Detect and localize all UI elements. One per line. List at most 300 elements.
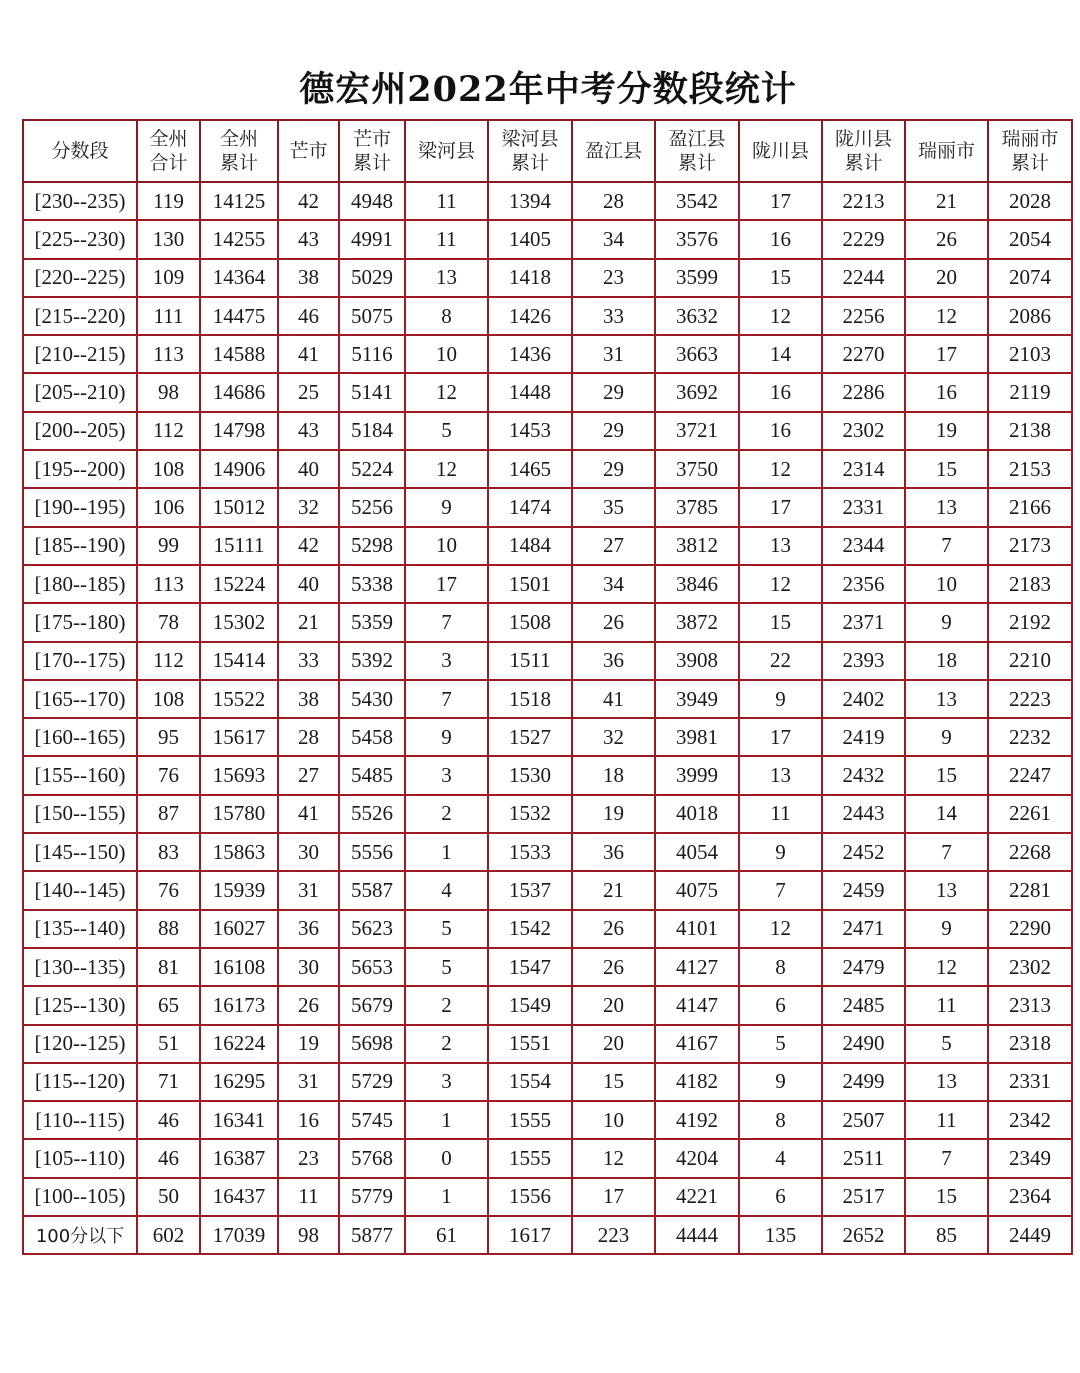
count-cell: 4991 (339, 220, 405, 258)
score-range-cell: [155--160) (23, 756, 137, 794)
count-cell: 5224 (339, 450, 405, 488)
score-range-cell: [160--165) (23, 718, 137, 756)
count-cell: 15 (739, 603, 822, 641)
count-cell: 18 (572, 756, 655, 794)
count-cell: 19 (905, 412, 988, 450)
count-cell: 26 (905, 220, 988, 258)
score-range-cell: [120--125) (23, 1025, 137, 1063)
count-cell: 3846 (655, 565, 739, 603)
count-cell: 13 (905, 488, 988, 526)
count-cell: 1484 (488, 527, 572, 565)
count-cell: 5 (405, 948, 488, 986)
count-cell: 2213 (822, 182, 905, 220)
count-cell: 7 (905, 527, 988, 565)
count-cell: 106 (137, 488, 200, 526)
count-cell: 2652 (822, 1216, 905, 1254)
count-cell: 3663 (655, 335, 739, 373)
count-cell: 29 (572, 373, 655, 411)
count-cell: 2331 (822, 488, 905, 526)
table-row (23, 527, 1072, 565)
count-cell: 5526 (339, 795, 405, 833)
score-range-cell: 100分以下 (23, 1216, 137, 1254)
count-cell: 1533 (488, 833, 572, 871)
header-label-line1: 分数段 (51, 140, 109, 162)
count-cell: 1555 (488, 1101, 572, 1139)
count-cell: 2344 (822, 527, 905, 565)
count-cell: 33 (572, 297, 655, 335)
count-cell: 9 (739, 680, 822, 718)
count-cell: 5 (405, 910, 488, 948)
count-cell: 2286 (822, 373, 905, 411)
count-cell: 3785 (655, 488, 739, 526)
count-cell: 2490 (822, 1025, 905, 1063)
count-cell: 26 (572, 910, 655, 948)
table-row (23, 565, 1072, 603)
table-row (23, 718, 1072, 756)
count-cell: 16 (739, 220, 822, 258)
count-cell: 2318 (988, 1025, 1072, 1063)
count-cell: 4101 (655, 910, 739, 948)
count-cell: 19 (278, 1025, 339, 1063)
count-cell: 17 (905, 335, 988, 373)
count-cell: 8 (739, 948, 822, 986)
count-cell: 2371 (822, 603, 905, 641)
count-cell: 3542 (655, 182, 739, 220)
count-cell: 7 (905, 833, 988, 871)
score-range-cell: [145--150) (23, 833, 137, 871)
count-cell: 42 (278, 527, 339, 565)
count-cell: 16173 (200, 986, 278, 1024)
count-cell: 21 (572, 871, 655, 909)
count-cell: 20 (572, 986, 655, 1024)
count-cell: 5298 (339, 527, 405, 565)
header-mangshi (278, 120, 339, 182)
score-range-cell: [125--130) (23, 986, 137, 1024)
count-cell: 13 (405, 259, 488, 297)
count-cell: 40 (278, 450, 339, 488)
count-cell: 50 (137, 1178, 200, 1216)
count-cell: 16224 (200, 1025, 278, 1063)
count-cell: 1542 (488, 910, 572, 948)
header-label-line2: 累计 (219, 152, 258, 174)
count-cell: 78 (137, 603, 200, 641)
header-row (23, 120, 1072, 182)
table-row (23, 297, 1072, 335)
count-cell: 46 (278, 297, 339, 335)
count-cell: 40 (278, 565, 339, 603)
table-row (23, 795, 1072, 833)
score-range-cell: [225--230) (23, 220, 137, 258)
table-row (23, 910, 1072, 948)
count-cell: 1 (405, 1101, 488, 1139)
count-cell: 33 (278, 642, 339, 680)
count-cell: 26 (572, 603, 655, 641)
count-cell: 5 (905, 1025, 988, 1063)
count-cell: 2402 (822, 680, 905, 718)
table-row (23, 488, 1072, 526)
count-cell: 5877 (339, 1216, 405, 1254)
table-row (23, 1139, 1072, 1177)
count-cell: 1453 (488, 412, 572, 450)
score-range-cell: [170--175) (23, 642, 137, 680)
count-cell: 16 (739, 412, 822, 450)
count-cell: 46 (137, 1139, 200, 1177)
count-cell: 8 (405, 297, 488, 335)
count-cell: 9 (905, 910, 988, 948)
count-cell: 38 (278, 259, 339, 297)
count-cell: 7 (405, 680, 488, 718)
count-cell: 4948 (339, 182, 405, 220)
count-cell: 13 (905, 871, 988, 909)
score-range-cell: [140--145) (23, 871, 137, 909)
score-range-cell: [215--220) (23, 297, 137, 335)
header-label-line1: 梁河县 (417, 140, 475, 162)
count-cell: 5768 (339, 1139, 405, 1177)
count-cell: 3 (405, 642, 488, 680)
table-row (23, 680, 1072, 718)
count-cell: 5729 (339, 1063, 405, 1101)
count-cell: 5256 (339, 488, 405, 526)
table-row (23, 412, 1072, 450)
count-cell: 1448 (488, 373, 572, 411)
count-cell: 2507 (822, 1101, 905, 1139)
count-cell: 1501 (488, 565, 572, 603)
count-cell: 17 (405, 565, 488, 603)
header-label-line1: 梁河县 (501, 128, 559, 150)
header-label-line1: 全州 (219, 128, 258, 150)
count-cell: 119 (137, 182, 200, 220)
count-cell: 2356 (822, 565, 905, 603)
count-cell: 43 (278, 412, 339, 450)
count-cell: 1617 (488, 1216, 572, 1254)
count-cell: 16027 (200, 910, 278, 948)
score-range-cell: [135--140) (23, 910, 137, 948)
count-cell: 5698 (339, 1025, 405, 1063)
score-range-cell: [115--120) (23, 1063, 137, 1101)
count-cell: 2485 (822, 986, 905, 1024)
table-row (23, 220, 1072, 258)
count-cell: 2517 (822, 1178, 905, 1216)
count-cell: 14255 (200, 220, 278, 258)
count-cell: 36 (572, 833, 655, 871)
count-cell: 13 (905, 680, 988, 718)
count-cell: 1394 (488, 182, 572, 220)
count-cell: 15863 (200, 833, 278, 871)
score-range-cell: [100--105) (23, 1178, 137, 1216)
header-label-line2: 合计 (149, 152, 188, 174)
count-cell: 16387 (200, 1139, 278, 1177)
count-cell: 88 (137, 910, 200, 948)
score-range-cell: [190--195) (23, 488, 137, 526)
count-cell: 98 (137, 373, 200, 411)
count-cell: 1547 (488, 948, 572, 986)
score-range-cell: [185--190) (23, 527, 137, 565)
count-cell: 71 (137, 1063, 200, 1101)
count-cell: 12 (739, 910, 822, 948)
count-cell: 10 (405, 335, 488, 373)
header-label-line2: 累计 (844, 152, 883, 174)
count-cell: 2229 (822, 220, 905, 258)
score-range-cell: [110--115) (23, 1101, 137, 1139)
header-label-line1: 陇川县 (751, 140, 809, 162)
count-cell: 15012 (200, 488, 278, 526)
count-cell: 16295 (200, 1063, 278, 1101)
count-cell: 30 (278, 948, 339, 986)
count-cell: 28 (278, 718, 339, 756)
count-cell: 1508 (488, 603, 572, 641)
count-cell: 17 (572, 1178, 655, 1216)
count-cell: 76 (137, 871, 200, 909)
table-row (23, 756, 1072, 794)
count-cell: 2054 (988, 220, 1072, 258)
count-cell: 3750 (655, 450, 739, 488)
count-cell: 27 (572, 527, 655, 565)
table-row (23, 986, 1072, 1024)
score-range-cell: [180--185) (23, 565, 137, 603)
header-lianghe-cumulative (488, 120, 572, 182)
count-cell: 1 (405, 1178, 488, 1216)
count-cell: 2 (405, 986, 488, 1024)
count-cell: 2281 (988, 871, 1072, 909)
count-cell: 112 (137, 642, 200, 680)
header-label-line1: 芒市 (352, 128, 391, 150)
count-cell: 32 (572, 718, 655, 756)
header-lianghe (405, 120, 488, 182)
table-row (23, 1063, 1072, 1101)
count-cell: 2268 (988, 833, 1072, 871)
count-cell: 108 (137, 680, 200, 718)
count-cell: 5075 (339, 297, 405, 335)
header-label-line2: 累计 (677, 152, 716, 174)
count-cell: 12 (905, 948, 988, 986)
count-cell: 99 (137, 527, 200, 565)
table-body (23, 182, 1072, 1254)
count-cell: 23 (572, 259, 655, 297)
count-cell: 5392 (339, 642, 405, 680)
count-cell: 76 (137, 756, 200, 794)
count-cell: 5029 (339, 259, 405, 297)
count-cell: 5485 (339, 756, 405, 794)
count-cell: 3 (405, 1063, 488, 1101)
count-cell: 65 (137, 986, 200, 1024)
count-cell: 17 (739, 182, 822, 220)
count-cell: 29 (572, 450, 655, 488)
count-cell: 2086 (988, 297, 1072, 335)
header-yingjiang-cumulative (655, 120, 739, 182)
count-cell: 1532 (488, 795, 572, 833)
count-cell: 2210 (988, 642, 1072, 680)
count-cell: 5458 (339, 718, 405, 756)
count-cell: 16 (278, 1101, 339, 1139)
count-cell: 23 (278, 1139, 339, 1177)
count-cell: 1 (405, 833, 488, 871)
count-cell: 20 (905, 259, 988, 297)
count-cell: 2314 (822, 450, 905, 488)
count-cell: 3999 (655, 756, 739, 794)
count-cell: 14906 (200, 450, 278, 488)
header-score-range (23, 120, 137, 182)
count-cell: 10 (405, 527, 488, 565)
count-cell: 4075 (655, 871, 739, 909)
count-cell: 2 (405, 1025, 488, 1063)
count-cell: 16108 (200, 948, 278, 986)
count-cell: 16437 (200, 1178, 278, 1216)
count-cell: 2432 (822, 756, 905, 794)
count-cell: 4018 (655, 795, 739, 833)
count-cell: 3721 (655, 412, 739, 450)
count-cell: 2138 (988, 412, 1072, 450)
count-cell: 51 (137, 1025, 200, 1063)
count-cell: 2302 (822, 412, 905, 450)
score-range-cell: [130--135) (23, 948, 137, 986)
count-cell: 1530 (488, 756, 572, 794)
count-cell: 1418 (488, 259, 572, 297)
count-cell: 16341 (200, 1101, 278, 1139)
count-cell: 35 (572, 488, 655, 526)
count-cell: 11 (405, 220, 488, 258)
count-cell: 14798 (200, 412, 278, 450)
count-cell: 4 (739, 1139, 822, 1177)
count-cell: 46 (137, 1101, 200, 1139)
count-cell: 15414 (200, 642, 278, 680)
count-cell: 2364 (988, 1178, 1072, 1216)
header-label-line1: 芒市 (289, 140, 328, 162)
table-row (23, 1216, 1072, 1254)
table-row (23, 373, 1072, 411)
count-cell: 7 (405, 603, 488, 641)
count-cell: 5359 (339, 603, 405, 641)
table-row (23, 1025, 1072, 1063)
count-cell: 17 (739, 488, 822, 526)
header-label-line1: 瑞丽市 (917, 140, 975, 162)
count-cell: 9 (739, 1063, 822, 1101)
count-cell: 3908 (655, 642, 739, 680)
count-cell: 27 (278, 756, 339, 794)
count-cell: 2192 (988, 603, 1072, 641)
count-cell: 3812 (655, 527, 739, 565)
count-cell: 22 (739, 642, 822, 680)
header-label-line1: 盈江县 (584, 140, 642, 162)
score-range-cell: [165--170) (23, 680, 137, 718)
count-cell: 3981 (655, 718, 739, 756)
header-mangshi-cumulative (339, 120, 405, 182)
count-cell: 5 (739, 1025, 822, 1063)
count-cell: 2153 (988, 450, 1072, 488)
header-longchuan-cumulative (822, 120, 905, 182)
count-cell: 2183 (988, 565, 1072, 603)
count-cell: 15522 (200, 680, 278, 718)
count-cell: 1537 (488, 871, 572, 909)
count-cell: 15111 (200, 527, 278, 565)
count-cell: 8 (739, 1101, 822, 1139)
count-cell: 85 (905, 1216, 988, 1254)
count-cell: 9 (905, 718, 988, 756)
count-cell: 98 (278, 1216, 339, 1254)
count-cell: 21 (278, 603, 339, 641)
page-title: 德宏州2022年中考分数段统计 (299, 69, 797, 110)
count-cell: 108 (137, 450, 200, 488)
count-cell: 15 (905, 1178, 988, 1216)
count-cell: 16 (739, 373, 822, 411)
count-cell: 15 (905, 450, 988, 488)
count-cell: 15 (572, 1063, 655, 1101)
score-range-cell: [175--180) (23, 603, 137, 641)
count-cell: 4221 (655, 1178, 739, 1216)
header-yingjiang (572, 120, 655, 182)
header-label-line2: 累计 (510, 152, 549, 174)
count-cell: 5587 (339, 871, 405, 909)
count-cell: 13 (905, 1063, 988, 1101)
count-cell: 130 (137, 220, 200, 258)
count-cell: 38 (278, 680, 339, 718)
count-cell: 2302 (988, 948, 1072, 986)
count-cell: 4 (405, 871, 488, 909)
table-row (23, 1101, 1072, 1139)
count-cell: 111 (137, 297, 200, 335)
table-row (23, 1178, 1072, 1216)
header-label-line1: 瑞丽市 (1001, 128, 1059, 150)
header-label-line2: 累计 (352, 152, 391, 174)
header-longchuan (739, 120, 822, 182)
count-cell: 2074 (988, 259, 1072, 297)
count-cell: 2459 (822, 871, 905, 909)
count-cell: 2223 (988, 680, 1072, 718)
count-cell: 5 (405, 412, 488, 450)
count-cell: 5556 (339, 833, 405, 871)
count-cell: 13 (739, 527, 822, 565)
count-cell: 61 (405, 1216, 488, 1254)
count-cell: 34 (572, 565, 655, 603)
count-cell: 1436 (488, 335, 572, 373)
count-cell: 14364 (200, 259, 278, 297)
header-prefecture-count (137, 120, 200, 182)
count-cell: 17039 (200, 1216, 278, 1254)
count-cell: 2342 (988, 1101, 1072, 1139)
count-cell: 5184 (339, 412, 405, 450)
count-cell: 29 (572, 412, 655, 450)
count-cell: 0 (405, 1139, 488, 1177)
count-cell: 26 (572, 948, 655, 986)
count-cell: 4204 (655, 1139, 739, 1177)
count-cell: 2247 (988, 756, 1072, 794)
score-distribution-table (22, 119, 1073, 1255)
count-cell: 19 (572, 795, 655, 833)
count-cell: 15939 (200, 871, 278, 909)
count-cell: 15 (739, 259, 822, 297)
count-cell: 28 (572, 182, 655, 220)
count-cell: 12 (739, 565, 822, 603)
count-cell: 2499 (822, 1063, 905, 1101)
count-cell: 2393 (822, 642, 905, 680)
count-cell: 3872 (655, 603, 739, 641)
count-cell: 10 (572, 1101, 655, 1139)
count-cell: 15780 (200, 795, 278, 833)
score-range-cell: [150--155) (23, 795, 137, 833)
table-row (23, 833, 1072, 871)
score-range-cell: [210--215) (23, 335, 137, 373)
count-cell: 602 (137, 1216, 200, 1254)
count-cell: 14588 (200, 335, 278, 373)
count-cell: 1511 (488, 642, 572, 680)
header-label-line1: 盈江县 (668, 128, 726, 150)
count-cell: 2479 (822, 948, 905, 986)
count-cell: 32 (278, 488, 339, 526)
count-cell: 12 (739, 297, 822, 335)
count-cell: 4127 (655, 948, 739, 986)
count-cell: 11 (278, 1178, 339, 1216)
count-cell: 4147 (655, 986, 739, 1024)
count-cell: 41 (572, 680, 655, 718)
